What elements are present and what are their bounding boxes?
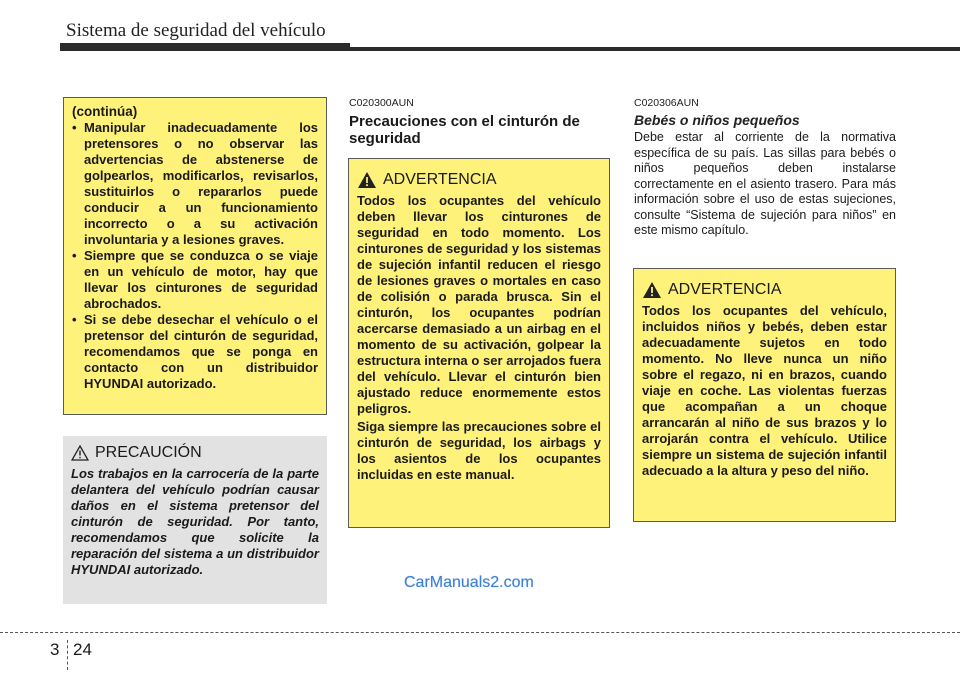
warning-label: ADVERTENCIA: [668, 281, 782, 298]
bullet-item: • Manipular inadecuadamente los pretensores o no observar las advertencias de abstenerse de golpearlos, modificarlos, revisarlos, sustituirlos o repararlos puede conducir a un funcionamiento incorrecto o a su activación involuntaria y a lesiones graves.: [72, 120, 318, 248]
warning-triangle-icon: [357, 171, 377, 189]
bullet-item: • Si se debe desechar el vehículo o el pretensor del cinturón de seguridad, recomendamos que se ponga en contacto con un distribuidor HYUNDAI autorizado.: [72, 312, 318, 392]
warning-text: Todos los ocupantes del vehículo deben llevar los cinturones de seguridad en todo momento. Los cinturones de seguridad y los sistemas de sujeción infantil reducen el riesgo de lesiones graves o mortales en caso de colisión o parada brusca. Sin el cinturón, los ocupantes podrían acercarse demasiado a un airbag en el momento de su activación, golpear la estructura interna o ser arrojados fuera del vehículo. Llevar el cinturón bien ajustado reduce enormemente estos peligros.: [357, 193, 601, 416]
warning-header: [357, 171, 601, 189]
caution-label: PRECAUCIÓN: [95, 444, 202, 461]
bullet-item: • Siempre que se conduzca o se viaje en un vehículo de motor, hay que llevar los cinturones de seguridad abrochados.: [72, 248, 318, 312]
section-code: C020306AUN: [634, 97, 699, 109]
page-header-title: Sistema de seguridad del vehículo: [66, 20, 326, 41]
continued-label: (continúa): [72, 104, 138, 119]
continued-warning-box: [63, 97, 327, 415]
section-title: Precauciones con el cinturón de seguridad: [349, 113, 580, 147]
warning-box-seatbelt: [348, 158, 610, 528]
footer-divider: [67, 640, 68, 670]
warning-box-children: [633, 268, 896, 522]
caution-header: [71, 444, 319, 462]
warning-text: Todos los ocupantes del vehículo, incluidos niños y bebés, deben estar adecuadamente sujetos en todo momento. No lleve nunca un niño sobre el regazo, ni en brazos, cuando viaje en coche. Las violentas fuerzas que acompañan a un choque arrancarán al niño de sus brazos y lo arrojarán contra el vehículo. Utilice siempre un sistema de sujeción infantil adecuado a la altura y peso del niño.: [642, 303, 887, 478]
continued-bullet-list: [72, 120, 318, 392]
body-paragraph: Debe estar al corriente de la normativa específica de su país. Las sillas para bebés o niños pequeños deben instalarse correctamente en el asiento trasero. Para más información sobre el uso de estas sujeciones, consulte “Sistema de sujeción para niños” en este mismo capítulo.: [634, 130, 896, 237]
warning-triangle-icon: [642, 281, 662, 299]
header-rule: [60, 47, 960, 51]
watermark-link[interactable]: CarManuals2.com: [404, 574, 534, 591]
chapter-number: 3: [50, 640, 60, 659]
footer-rule: [0, 632, 960, 633]
caution-box: [63, 436, 327, 604]
warning-label: ADVERTENCIA: [383, 171, 497, 188]
warning-text: Siga siempre las precauciones sobre el cinturón de seguridad, los airbags y los asientos de los ocupantes incluidas en este manual.: [357, 419, 601, 482]
caution-triangle-icon: [71, 445, 89, 461]
warning-header: [642, 281, 887, 299]
section-subtitle: Bebés o niños pequeños: [634, 112, 800, 128]
section-code: C020300AUN: [349, 97, 414, 109]
page-number: 24: [73, 640, 92, 659]
caution-text: Los trabajos en la carrocería de la parte delantera del vehículo podrían causar daños en el sistema pretensor del cinturón de seguridad. Por tanto, recomendamos que solicite la reparación del sistema a un distribuidor HYUNDAI autorizado.: [71, 466, 319, 577]
